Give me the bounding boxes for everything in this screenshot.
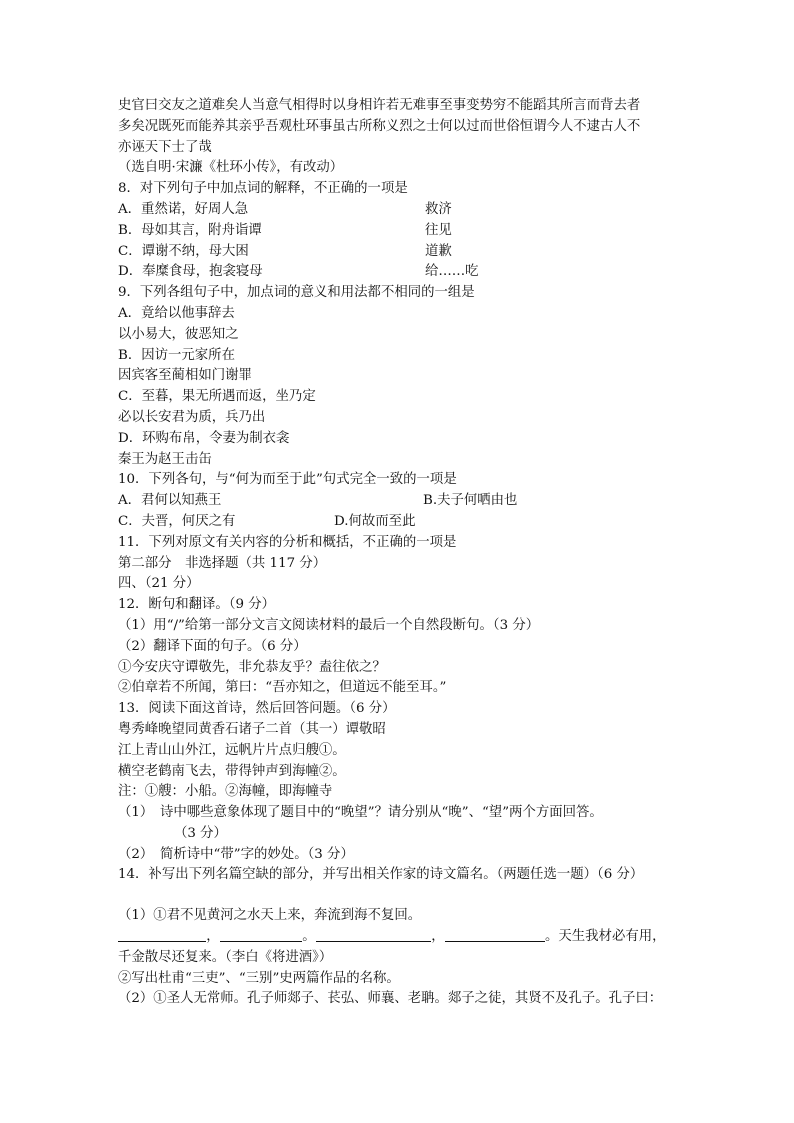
document-page <box>118 96 708 1010</box>
option-meaning: 救济 <box>425 201 452 217</box>
part-2-title: 第二部分 非选择题（共 117 分） <box>118 555 327 571</box>
answer-blank[interactable] <box>445 927 545 942</box>
question-10-stem: 10．下列各句，与“何为而至于此”句式完全一致的一项是 <box>118 472 457 488</box>
question-9-line: D．环购布帛，令妻为制衣衾 <box>118 430 290 446</box>
question-12-sub-2: （2）翻译下面的句子。（6 分） <box>118 638 307 654</box>
option-d: D.何故而至此 <box>334 513 416 529</box>
section-heading: 四、（21 分） <box>118 576 200 592</box>
question-9-line: 因宾客至蔺相如门谢罪 <box>118 368 252 384</box>
poem-note: 注：①艘：小船。②海幢，即海幢寺 <box>118 784 333 800</box>
question-13-sub-1-score: （3 分） <box>174 825 227 841</box>
question-8-option-b <box>118 221 708 242</box>
question-11-stem: 11．下列对原文有关内容的分析和概括，不正确的一项是 <box>118 534 457 550</box>
question-8-option-c <box>118 242 708 263</box>
question-9-line: 以小易大，彼恶知之 <box>118 326 239 342</box>
poem-line: 横空老鹤南飞去，带得钟声到海幢②。 <box>118 763 346 779</box>
question-9-line: A．竟给以他事辞去 <box>118 305 235 321</box>
question-8-option-a <box>118 200 708 221</box>
question-12-sentence-2: ②伯章若不所闻，第曰：“吾亦知之，但道远不能至耳。” <box>118 680 447 696</box>
option-meaning: 给……吃 <box>425 264 479 280</box>
passage-line: 史官曰交友之道难矣人当意气相得时以身相许若无难事至事变势穷不能蹈其所言而背去者 <box>118 98 641 113</box>
poem-title: 粤秀峰晚望同黄香石诸子二首（其一）谭敬昭 <box>118 721 386 737</box>
poem-line: 江上青山山外江，远帆片片点归艘①。 <box>118 742 346 758</box>
question-14-line: 千金散尽还复来。（李白《将进酒》） <box>118 949 333 965</box>
question-14-part-1-2: ②写出杜甫“三吏”、“三别”史两篇作品的名称。 <box>118 970 400 986</box>
option-b: B.夫子何哂由也 <box>423 493 518 509</box>
question-10-options-cd <box>118 512 708 533</box>
option-a: A．君何以知燕王 <box>118 493 222 509</box>
question-14-stem: 14．补写出下列名篇空缺的部分，并写出相关作家的诗文篇名。（两题任选一题）（6 分） <box>118 867 644 883</box>
question-9-line: 秦王为赵王击缶 <box>118 451 212 467</box>
answer-blank[interactable] <box>118 927 206 942</box>
question-14-part-1: （1）①君不见黄河之水天上来，奔流到海不复回。 <box>118 908 422 924</box>
option-text: B．母如其言，附舟诣谭 <box>118 222 262 238</box>
question-12-stem: 12．断句和翻译。（9 分） <box>118 597 276 613</box>
answer-blank[interactable] <box>316 927 431 942</box>
question-8-stem: 8．对下列句子中加点词的解释，不正确的一项是 <box>118 181 408 197</box>
question-9-stem: 9．下列各组句子中，加点词的意义和用法都不相同的一组是 <box>118 285 475 301</box>
punctuation: ， <box>431 929 445 945</box>
question-12-sub-1: （1）用“/”给第一部分文言文阅读材料的最后一个自然段断句。（3 分） <box>118 617 540 633</box>
option-meaning: 道歉 <box>425 243 452 259</box>
passage-line: 亦诬天下士了哉 <box>118 139 212 155</box>
passage-source: （选自明·宋濂《杜环小传》，有改动） <box>118 160 344 176</box>
punctuation: ， <box>206 929 220 945</box>
question-13-stem: 13．阅读下面这首诗，然后回答问题。（6 分） <box>118 701 396 717</box>
question-9-line: 必以长安君为质，兵乃出 <box>118 409 266 425</box>
question-9-line: C．至暮，果无所遇而返，坐乃定 <box>118 389 316 405</box>
question-14-part-2: （2）①圣人无常师。孔子师郯子、苌弘、师襄、老聃。郯子之徒，其贤不及孔子。孔子曰： <box>118 991 663 1007</box>
spacer <box>118 886 708 906</box>
punctuation: 。 <box>302 929 316 945</box>
question-13-sub-1: （1） 诗中哪些意象体现了题目中的“晚望”？请分别从“晚”、“望”两个方面回答。 <box>118 805 603 821</box>
option-c: C．夫晋，何厌之有 <box>118 513 236 529</box>
question-12-sentence-1: ①今安庆守谭敬先，非允恭友乎？盍往依之？ <box>118 659 386 675</box>
question-10-options-ab <box>118 491 708 512</box>
option-text: C．谭谢不纳，母大困 <box>118 243 249 259</box>
question-9-line: B．因访一元家所在 <box>118 347 235 363</box>
option-text: A．重然诺，好周人急 <box>118 201 249 217</box>
question-14-line-tail: 。天生我材必有用， <box>545 929 666 945</box>
option-meaning: 往见 <box>425 222 452 238</box>
question-13-sub-2: （2） 简析诗中“带”字的妙处。（3 分） <box>118 846 354 862</box>
question-8-option-d <box>118 262 708 283</box>
passage-line: 多矣况既死而能养其亲乎吾观杜环事虽古所称义烈之士何以过而世俗恒谓今人不逮古人不 <box>118 118 641 134</box>
option-text: D．奉糜食母，抱衾寝母 <box>118 264 263 280</box>
question-14-blanks-line <box>118 927 708 948</box>
answer-blank[interactable] <box>220 927 302 942</box>
